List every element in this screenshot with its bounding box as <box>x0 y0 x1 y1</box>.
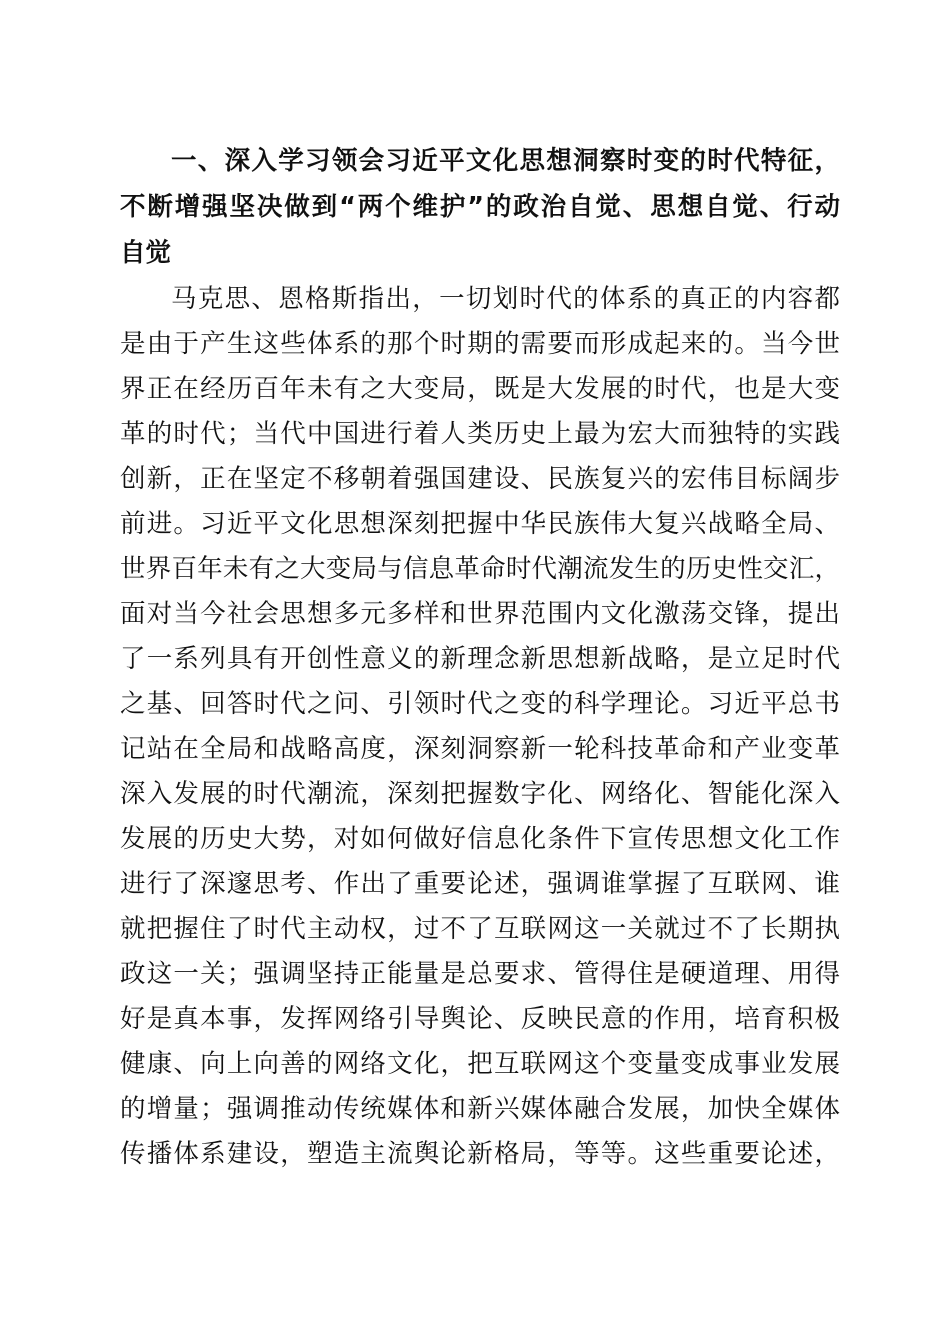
section-heading-line-3: 自觉 <box>120 238 172 268</box>
body-line-2: 是由于产生这些体系的那个时期的需要而形成起来的。当今世 <box>120 329 840 359</box>
body-line-6: 前进。习近平文化思想深刻把握中华民族伟大复兴战略全局、 <box>120 509 840 539</box>
body-line-16: 政这一关；强调坚持正能量是总要求、管得住是硬道理、用得 <box>120 959 840 989</box>
body-line-3: 界正在经历百年未有之大变局，既是大发展的时代，也是大变 <box>120 374 840 404</box>
body-line-11: 记站在全局和战略高度，深刻洞察新一轮科技革命和产业变革 <box>120 734 840 764</box>
body-line-20: 传播体系建设，塑造主流舆论新格局，等等。这些重要论述， <box>120 1139 840 1169</box>
body-line-4: 革的时代；当代中国进行着人类历史上最为宏大而独特的实践 <box>120 419 840 449</box>
section-heading-line-1: 一、深入学习领会习近平文化思想洞察时变的时代特征， <box>171 146 840 176</box>
body-line-14: 进行了深邃思考、作出了重要论述，强调谁掌握了互联网、谁 <box>120 869 840 899</box>
body-line-13: 发展的历史大势，对如何做好信息化条件下宣传思想文化工作 <box>120 824 840 854</box>
body-line-8: 面对当今社会思想多元多样和世界范围内文化激荡交锋，提出 <box>120 599 840 629</box>
body-line-5: 创新，正在坚定不移朝着强国建设、民族复兴的宏伟目标阔步 <box>120 464 840 494</box>
body-line-7: 世界百年未有之大变局与信息革命时代潮流发生的历史性交汇， <box>120 554 840 584</box>
section-heading-line-2: 不断增强坚决做到“两个维护”的政治自觉、思想自觉、行动 <box>120 192 840 222</box>
body-line-18: 健康、向上向善的网络文化，把互联网这个变量变成事业发展 <box>120 1049 840 1079</box>
body-line-9: 了一系列具有开创性意义的新理念新思想新战略，是立足时代 <box>120 644 840 674</box>
body-line-15: 就把握住了时代主动权，过不了互联网这一关就过不了长期执 <box>120 914 840 944</box>
body-line-1: 马克思、恩格斯指出，一切划时代的体系的真正的内容都 <box>171 284 840 314</box>
body-line-10: 之基、回答时代之问、引领时代之变的科学理论。习近平总书 <box>120 689 840 719</box>
body-line-12: 深入发展的时代潮流，深刻把握数字化、网络化、智能化深入 <box>120 779 840 809</box>
body-line-17: 好是真本事，发挥网络引导舆论、反映民意的作用，培育积极 <box>120 1004 840 1034</box>
body-line-19: 的增量；强调推动传统媒体和新兴媒体融合发展，加快全媒体 <box>120 1094 840 1124</box>
